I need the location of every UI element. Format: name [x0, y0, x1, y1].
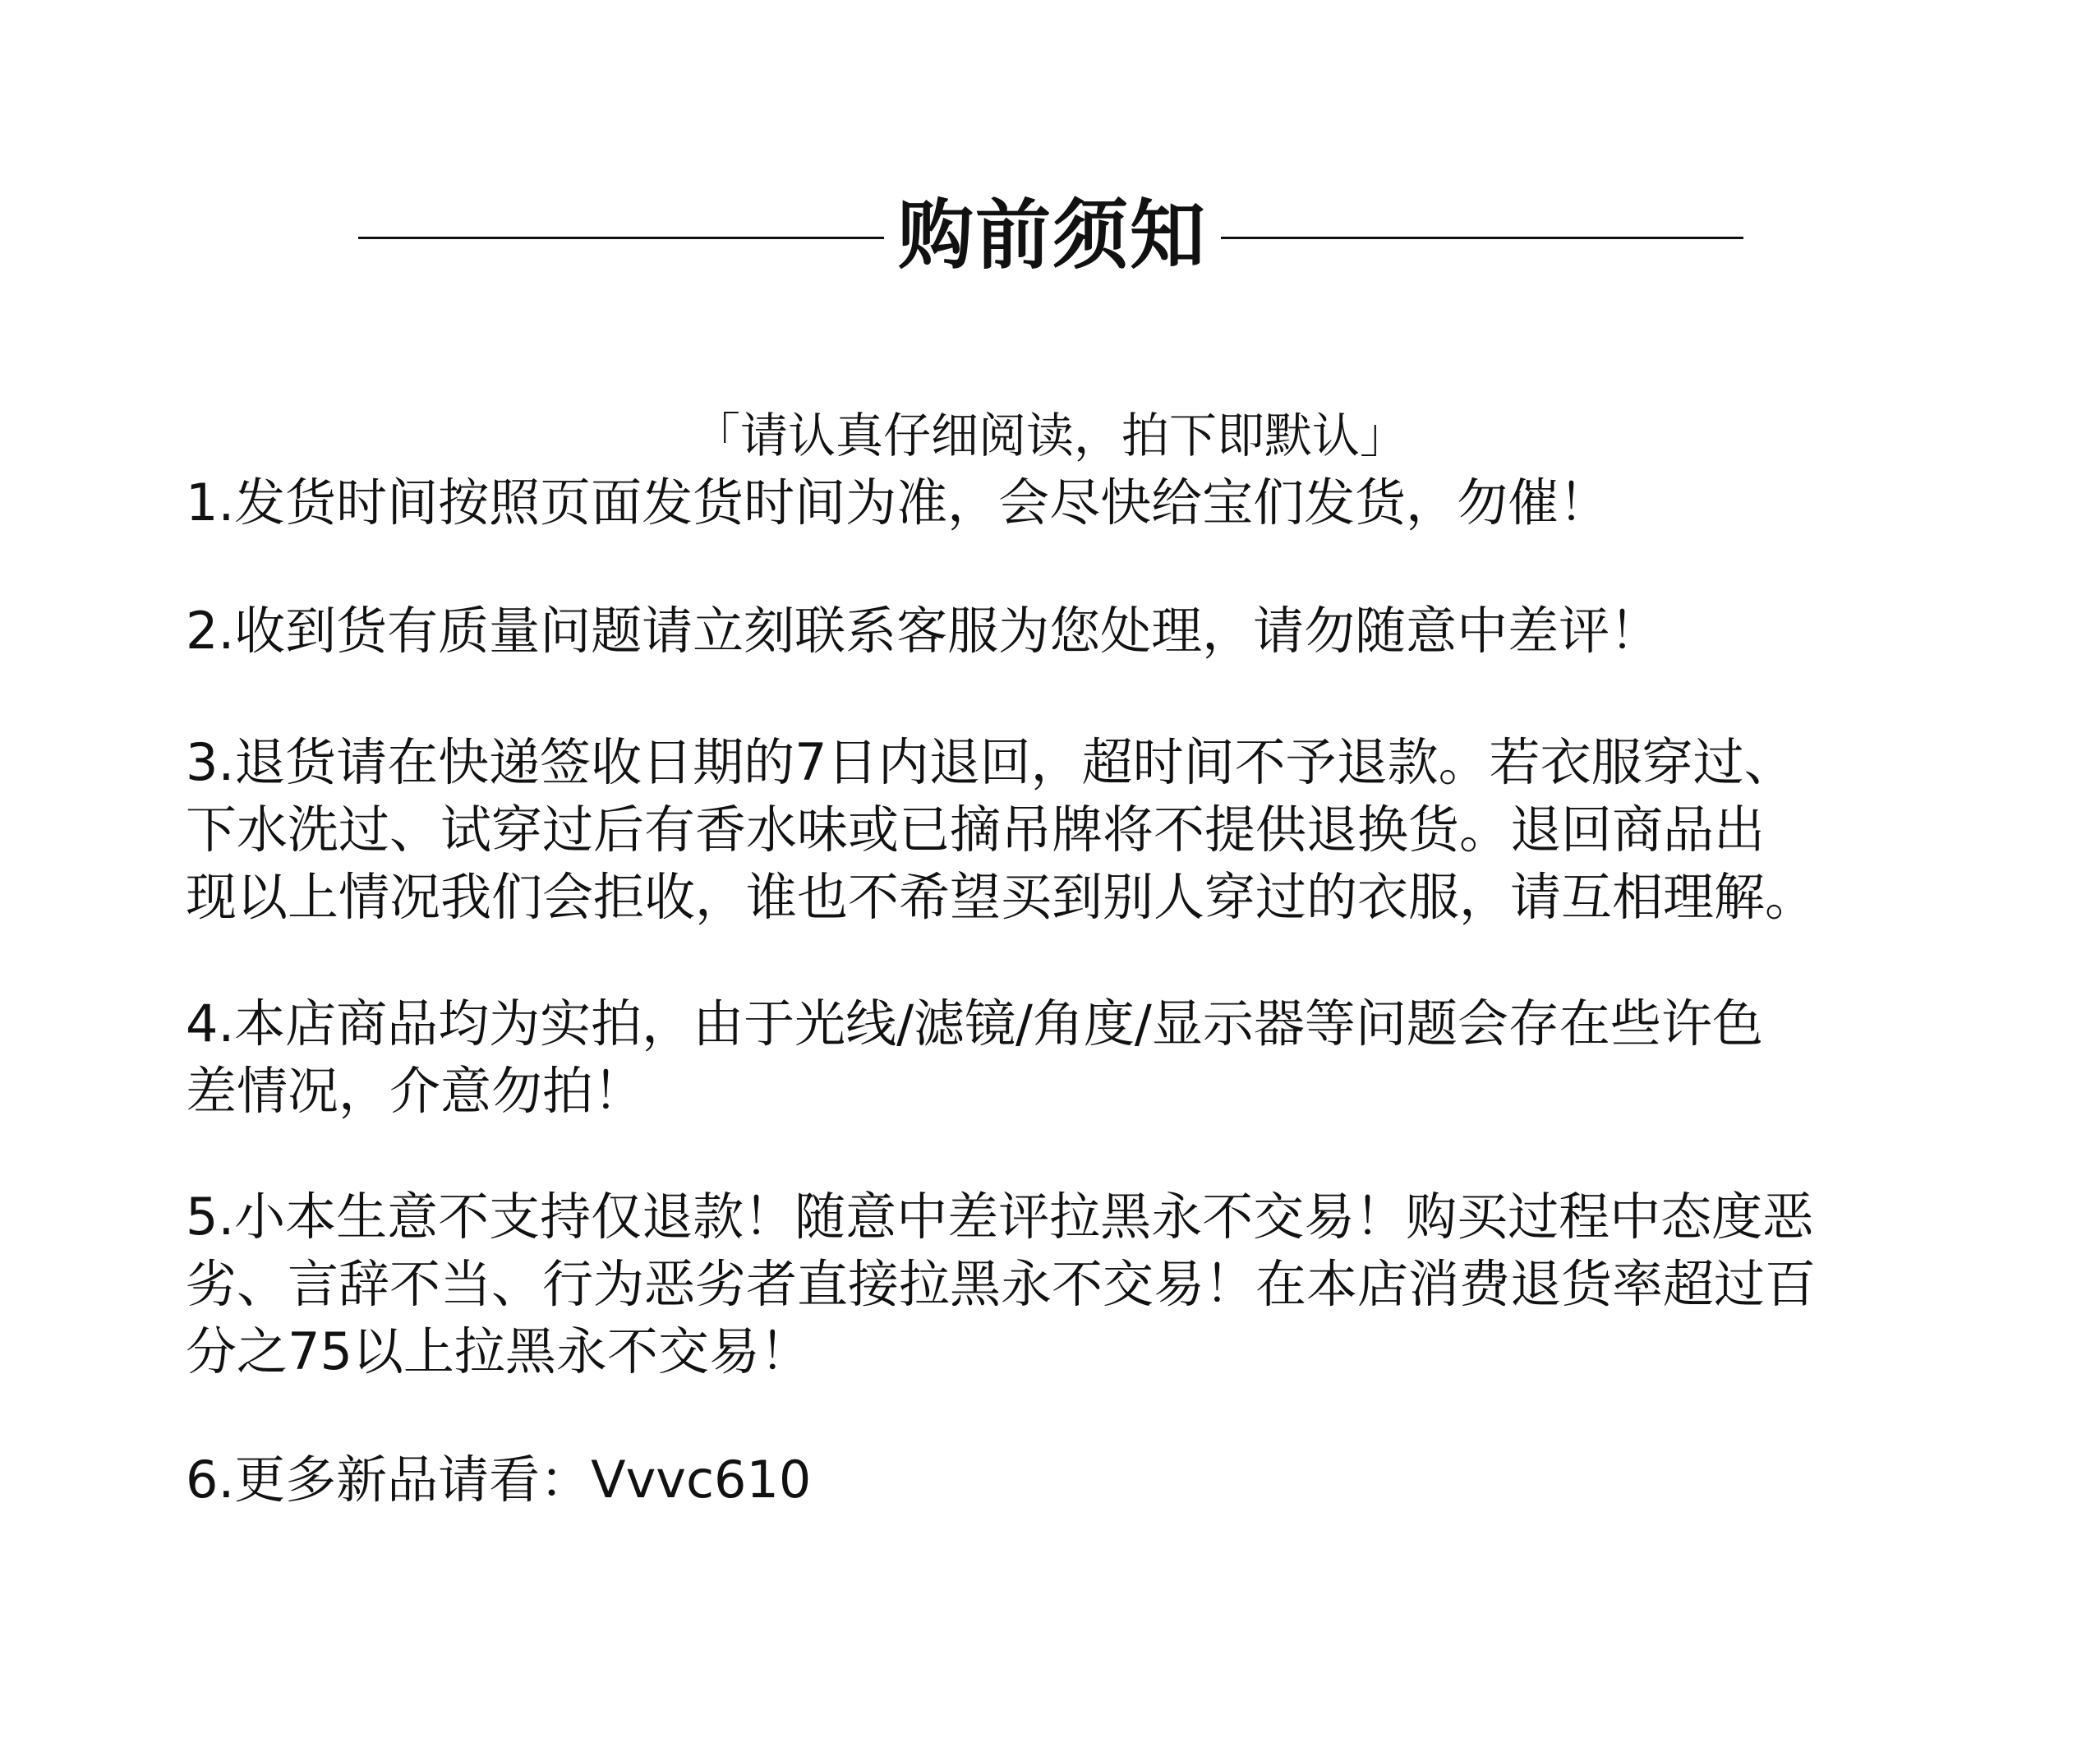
notice-line: 5.小本生意不支持仅退款！随意中差评拉黑永不交易！购买过程中态度恶 — [186, 1187, 1814, 1247]
notice-line: 6.更多新品请看：Vvvc610 — [186, 1450, 812, 1510]
notice-line: 4.本店商品均为实拍，由于光线/滤镜/角度/显示器等问题会存在些许色 — [186, 994, 1763, 1054]
notice-line: 下水洗过、试穿过后有香水味或已摘吊牌将不提供退换货。退回商品出 — [186, 800, 1766, 860]
title-divider-left — [358, 237, 884, 239]
notice-line: 差情况，介意勿拍！ — [186, 1061, 645, 1121]
title-row — [0, 191, 2100, 281]
notice-item-3 — [186, 729, 1944, 931]
title-divider-right — [1221, 237, 1743, 239]
notice-line: 劣、言辞不当、行为恶劣者直接拉黑永不交易！在本店消费退货率超过百 — [186, 1254, 1817, 1314]
notice-item-5 — [186, 1183, 1944, 1385]
notice-item-6 — [186, 1446, 1944, 1514]
notice-line: 1.发货时间按照页面发货时间为准，会尽快给宝们发货，勿催！ — [186, 473, 1610, 533]
subtitle: 「请认真仔细阅读，拍下即默认」 — [692, 408, 1407, 463]
notice-line: 2.收到货有质量问题请立刻联系客服为您处理，请勿随意中差评！ — [186, 601, 1661, 661]
notice-line: 现以上情况我们会拒收，谁也不希望买到别人穿过的衣服，请互相理解。 — [186, 867, 1817, 927]
notice-item-4 — [186, 990, 1944, 1125]
notice-line: 分之75以上拉黑永不交易！ — [186, 1321, 811, 1381]
notice-item-1 — [186, 469, 1944, 537]
page-title: 购前须知 — [897, 191, 1207, 279]
notice-line: 3.退货请在快递签收日期的7日内退回，超时间不予退款。若衣服穿过、 — [186, 732, 1795, 792]
notice-item-2 — [186, 597, 1944, 665]
